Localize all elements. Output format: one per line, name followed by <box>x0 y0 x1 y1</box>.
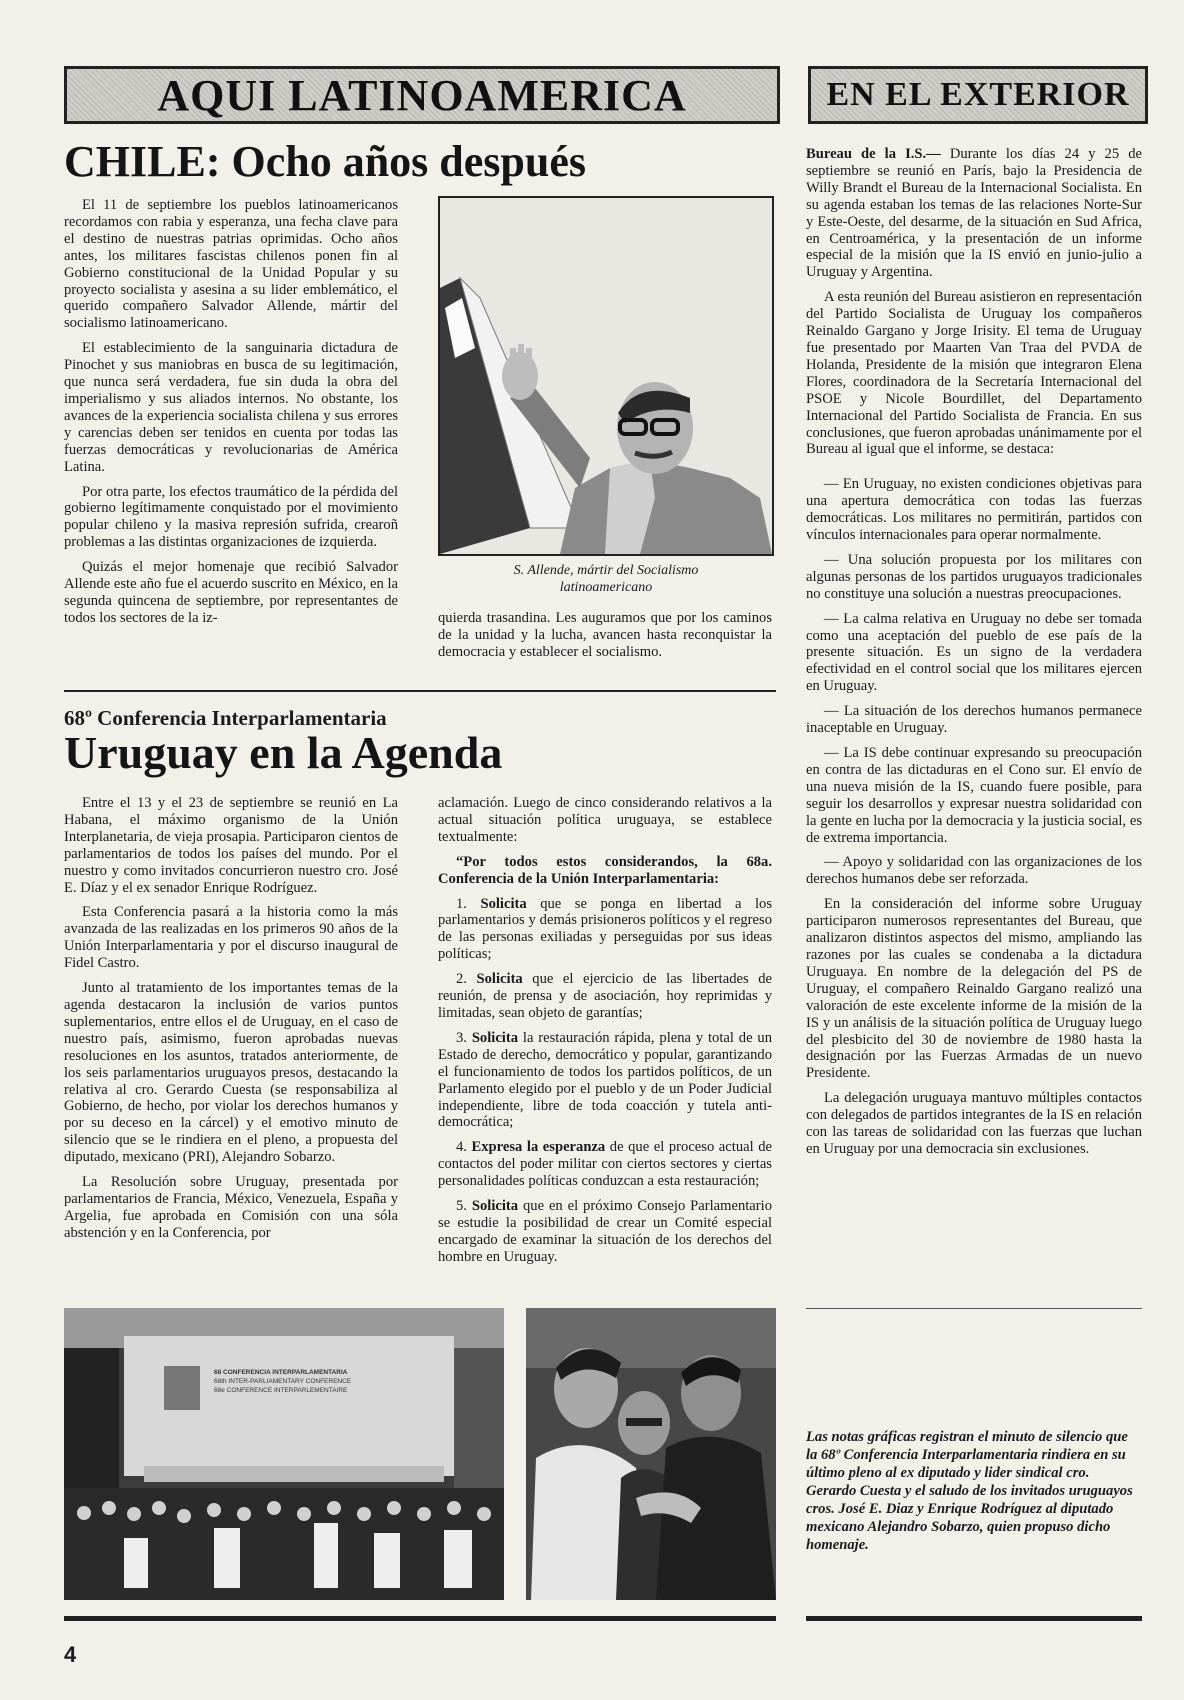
exterior-conclusion: — La situación de los derechos humanos permanece inaceptable en Uruguay. <box>806 703 1142 737</box>
exterior-conclusion: — Apoyo y solidaridad con las organizaciones de los derechos humanos debe ser reforzada. <box>806 854 1142 888</box>
uruguay-column-1 <box>64 795 398 1250</box>
chile-paragraph: Por otra parte, los efectos traumático de la pérdida del gobierno legítimamente conquistado por el movimiento popular chileno y la masiva represión sufrida, crearoñ problemas a las distintas organizaciones de izquierda. <box>64 483 398 551</box>
caption-top-rule <box>806 1308 1142 1309</box>
exterior-conclusion: — La calma relativa en Uruguay no debe ser tomada como una aceptación del pueblo de ese país de la presente situación. Es un signo de la verdadera efectividad en el control social que los militares ejercen en Uruguay. <box>806 610 1142 695</box>
exterior-column <box>806 146 1142 1166</box>
hall-sign-line: 68e CONFERENCE INTERPARLEMENTAIRE <box>214 1387 348 1394</box>
exterior-conclusion: — En Uruguay, no existen condiciones objetivas para una apertura democrática con todas las fuerzas democráticas. Los militares no permitirán, partidos con vínculos internacionales para operar normalmente. <box>806 476 1142 544</box>
uruguay-paragraph: aclamación. Luego de cinco considerando relativos a la actual situación política uruguaya, se establece textualmente: <box>438 795 772 845</box>
chile-paragraph: El 11 de septiembre los pueblos latinoamericanos recordamos con rabia y esperanza, una fecha clave para el destino de nuestras patrias oprimidas. Ocho años antes, los militares fascistas chilenos ponen fin al Gobierno constitucional de la Unidad Popular y su proyecto socialista y asesina a su lider emblemático, el querido compañero Salvador Allende, mártir del socialismo latinoamericano. <box>64 197 398 332</box>
chile-headline: CHILE: Ocho años después <box>64 137 587 186</box>
exterior-lead-label: Bureau de la I.S.— <box>806 146 941 162</box>
allende-photo-illustration <box>440 198 772 554</box>
allende-photo-caption: S. Allende, mártir del Socialismo latinoamericano <box>513 563 699 595</box>
chile-column-2 <box>438 610 772 669</box>
allende-photo <box>438 196 774 556</box>
uruguay-paragraph: Entre el 13 y el 23 de septiembre se reunió en La Habana, el máximo organismo de la Unión Interplanetaria, de vieja prosapia. Participaron cientos de parlamentarios de todos los países del mundo. Por el nuestro y como invitados concurrieron nuestro cro. José E. Díaz y el ex senador Enrique Rodríguez. <box>64 795 398 896</box>
banner-aqui-latinoamerica <box>64 66 780 124</box>
resolution-quote: “Por todos estos considerandos, la 68a. Conferencia de la Unión Interparlamentaria: <box>438 853 772 887</box>
hall-sign-line: 68 CONFERENCIA INTERPARLAMENTARIA <box>214 1369 348 1376</box>
conference-hall-photo <box>64 1308 504 1600</box>
exterior-paragraph: A esta reunión del Bureau asistieron en representación del Partido Socialista de Uruguay los compañeros Reinaldo Gargano y Jorge Irisity. El tema de Uruguay fue presentado por Maarten Van Traa del PVDA de Holanda, Presidente de la misión que integraron Elena Flores, coordinadora de la Secretaría Internacional del PSOE y Nicole Bourdillet, del Departamento Internacional del Partido Socialista de Francia. En sus conclusiones, que fueron aprobadas unánimamente por el Bureau al igual que el informe, se destaca: <box>806 289 1142 458</box>
resolution-item-1: 1. Solicita que se ponga en libertad a los parlamentarios y demás prisioneros políticos y el regreso de las personas exiliadas y perseguidas por sus ideas políticas; <box>438 895 772 963</box>
uruguay-kicker: 68º Conferencia Interparlamentaria <box>64 706 387 730</box>
uruguay-paragraph: Junto al tratamiento de los importantes temas de la agenda destacaron la inclusión de varios puntos suplementarios, entre ellos el de Uruguay, en el caso de nuestro país, asimismo, fueron aprobadas nuevas resoluciones en los asuntos, tratados anteriormente, de los seis parlamentarios uruguayos presos, destacando la relativa al cro. Gerardo Cuesta (se responsabiliza al Gobierno, de hecho, por violar los derechos humanos y por su deceso en la cárcel) y el emotivo minuto de silencio que se le rindiera en el pleno, a propuesta del diputado, mexicano (PRI), Alejandro Sobarzo. <box>64 980 398 1166</box>
exterior-conclusion: — La IS debe continuar expresando su preocupación en contra de las dictaduras en el Cono sur. El envío de una nueva misión de la IS, cuando fuere posible, para seguir los desarrollos y expresar nuestra solidaridad con la gente en lucha por la democracia y la justicia social, es de extrema importancia. <box>806 745 1142 846</box>
bottom-photo-caption: Las notas gráficas registran el minuto de silencio que la 68º Conferencia Interparlamentaria rindiera en su último pleno al ex diputado y lider sindical cro. Gerardo Cuesta y el saludo de los invitados uruguayos cros. José E. Diaz y Enrique Rodríguez al diputado mexicano Alejandro Sobarzo, quien propuso dicho homenaje. <box>806 1429 1133 1553</box>
bottom-rule-right <box>806 1616 1142 1621</box>
uruguay-paragraph: Esta Conferencia pasará a la historia como la más avanzada de las realizadas en los primeros 90 años de la Unión Interparlamentaria y por el discurso inaugural de Fidel Castro. <box>64 904 398 972</box>
section-divider <box>64 690 776 692</box>
banner-en-el-exterior <box>808 66 1148 124</box>
greeting-photo <box>526 1308 776 1600</box>
resolution-item-4: 4. Expresa la esperanza de que el proceso actual de contactos del poder militar con ciertos sectores y ciertas personalidades políticas conduzcan a esta restauración; <box>438 1139 772 1190</box>
bottom-rule-left <box>64 1616 776 1621</box>
greeting-photo-illustration <box>526 1308 776 1600</box>
uruguay-column-2 <box>438 795 772 1274</box>
exterior-conclusion: — Una solución propuesta por los militares con algunas personas de los partidos uruguayos tradicionales no constituye una solución a nuestras preocupaciones. <box>806 551 1142 602</box>
hall-sign <box>214 1368 434 1395</box>
chile-paragraph: Quizás el mejor homenaje que recibió Salvador Allende este año fue el acuerdo suscrito en México, en la segunda quincena de septiembre, por representantes de todos los sectores de la iz- <box>64 559 398 626</box>
page-number: 4 <box>64 1642 77 1667</box>
conference-hall-illustration <box>64 1308 504 1600</box>
chile-paragraph-continued: quierda trasandina. Les auguramos que por los caminos de la unidad y la lucha, avancen hasta reconquistar la democracia y establecer el socialismo. <box>438 610 772 660</box>
resolution-item-3: 3. Solicita la restauración rápida, plena y total de un Estado de derecho, democrático y popular, garantizando el funcionamiento de todos los partidos políticos, de un Parlamento elegido por el pueblo y de un Poder Judicial independiente, libre de toda coacción y tutela anti-democrática; <box>438 1029 772 1131</box>
exterior-paragraph: En la consideración del informe sobre Uruguay participaron numerosos representantes del Bureau, que analizaron distintos aspectos del mismo, ampliando las razones por las cuales se condenaba a la dictadura Uruguaya. En nombre de la delegación del PS de Uruguay, el compañero Reinaldo Gargano realizó una valoración de este excelente informe de la misión de la IS y un análisis de la situación política de Uruguay luego del plesbicito del 30 de noviembre de 1980 hasta la designación por las Fuerzas Armadas de un nuevo Presidente. <box>806 896 1142 1082</box>
banner-right-text: EN EL EXTERIOR <box>826 76 1130 113</box>
hall-sign-line: 68th INTER-PARLIAMENTARY CONFERENCE <box>214 1378 352 1385</box>
exterior-paragraph: La delegación uruguaya mantuvo múltiples contactos con delegados de partidos integrantes de la IS en relación con las tareas de solidaridad con las fuerzas que luchan en Uruguay por una democracia sin exclusiones. <box>806 1090 1142 1157</box>
chile-column-1 <box>64 197 398 635</box>
uruguay-paragraph: La Resolución sobre Uruguay, presentada por parlamentarios de Francia, México, Venezuela, España y Argelia, fue aprobada en Comisión con una sóla abstención y en la Conferencia, por <box>64 1174 398 1241</box>
resolution-item-2: 2. Solicita que el ejercicio de las libertades de reunión, de prensa y de asociación, hoy reprimidas y limitadas, sean objeto de garantías; <box>438 971 772 1021</box>
resolution-item-5: 5. Solicita que en el próximo Consejo Parlamentario se estudie la posibilidad de crear un Comité especial encargado de examinar la situación de los derechos del hombre en Uruguay. <box>438 1198 772 1265</box>
chile-paragraph: El establecimiento de la sanguinaria dictadura de Pinochet y sus maniobras en busca de su legitimación, que nunca será verdadera, fue sin duda la obra del imperialismo y sus aliados internos. No obstante, los avances de la experiencia socialista chilena y sus errores y carencias deben ser tenidos en cuenta por todas las fuerzas democráticas y revolucionarias de América Latina. <box>64 340 398 475</box>
banner-left-text: AQUI LATINOAMERICA <box>157 70 687 120</box>
exterior-lead: Bureau de la I.S.— Durante los días 24 y 25 de septiembre se reunió en París, bajo la Presidencia de Willy Brandt el Bureau de la Internacional Socialista. En su agenda estaban los temas de las relaciones Norte-Sur y Este-Oeste, del desarme, de la situación en Sud Africa, en Centroamérica, y la presentación de un informe especial de la misión que la IS envió en junio-julio a Uruguay y Argentina. <box>806 146 1142 281</box>
uruguay-headline: Uruguay en la Agenda <box>64 727 503 778</box>
